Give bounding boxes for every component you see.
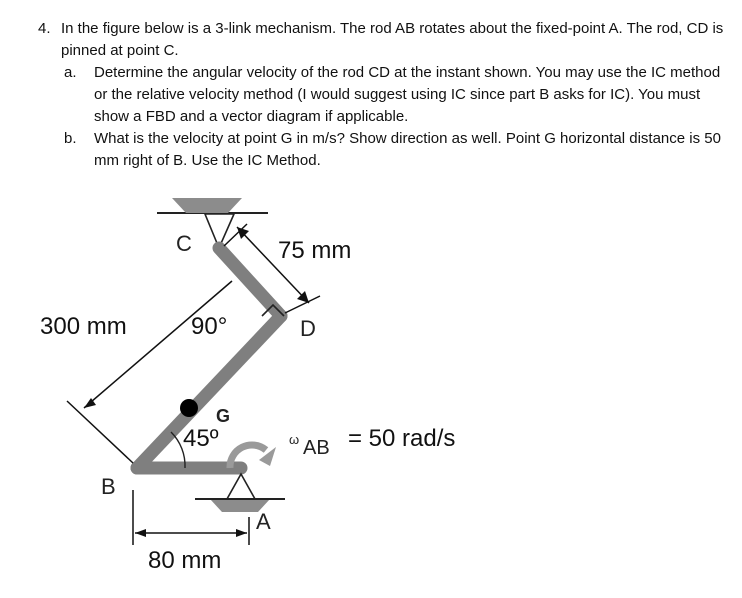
label-omega-symbol: ω: [289, 432, 300, 447]
support-a: [195, 474, 285, 512]
question-number: 4.: [38, 20, 51, 37]
support-c-block: [172, 198, 242, 213]
label-75mm: 75 mm: [278, 237, 352, 264]
label-45deg: 45º: [183, 425, 219, 452]
part-b-text: What is the velocity at point G in m/s? Show direction as well. Point G horizontal distance is 50 mm right of B. Use the IC Method.: [94, 130, 721, 169]
label-d: D: [300, 316, 316, 341]
label-omega-value: = 50 rad/s: [348, 425, 456, 452]
label-300mm: 300 mm: [40, 313, 127, 340]
support-c: [157, 198, 268, 248]
question-text: In the figure below is a 3-link mechanism. The rod AB rotates about the fixed-point A. The rod, CD is pinned at point C.: [61, 20, 724, 59]
part-a-text: Determine the angular velocity of the rod CD at the instant shown. You may use the IC method or the relative velocity method (I would suggest using IC since part B asks for IC). You must show a FBD and a vector diagram if applicable.: [94, 64, 721, 125]
part-b-label: b.: [64, 130, 77, 147]
label-80mm: 80 mm: [148, 547, 222, 574]
label-90deg: 90°: [191, 313, 228, 340]
label-c: C: [176, 231, 192, 256]
support-a-triangle: [227, 474, 255, 499]
label-b: B: [101, 474, 116, 499]
label-a: A: [256, 509, 271, 534]
label-omega-sub: AB: [303, 437, 330, 459]
part-a-label: a.: [64, 64, 77, 81]
point-g-marker: [180, 399, 198, 417]
label-g: G: [216, 406, 231, 426]
